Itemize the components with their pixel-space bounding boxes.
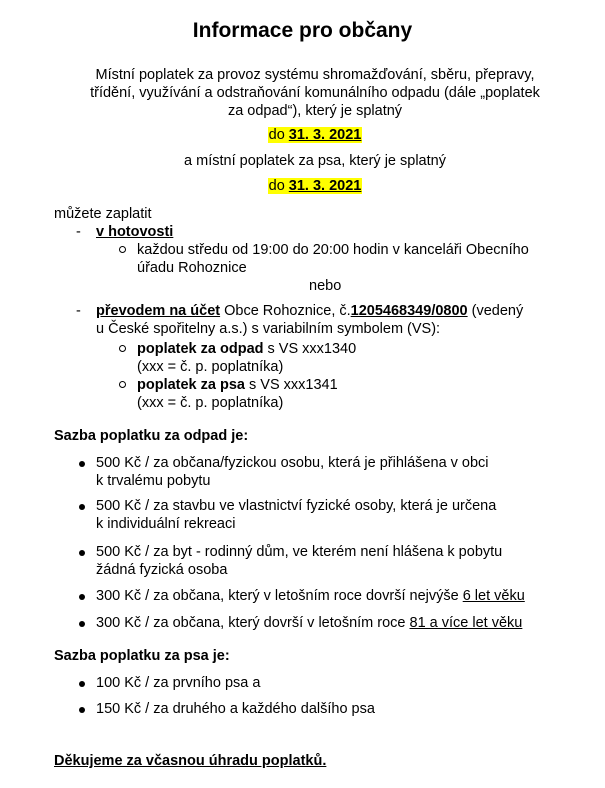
- dog-fee-item: 100 Kč / za prvního psa a: [96, 675, 261, 691]
- dash-marker: -: [76, 224, 81, 240]
- bullet-icon: [79, 594, 85, 600]
- bullet-icon: [79, 504, 85, 510]
- account-number: 1205468349/0800: [350, 303, 468, 319]
- payment-lead: můžete zaplatit: [54, 206, 152, 222]
- intro-line-3: za odpad“), který je splatný: [227, 103, 403, 119]
- circle-bullet-icon: [119, 246, 126, 253]
- vs-dog-code: s VS xxx1341: [244, 377, 338, 393]
- vs-waste-code: s VS xxx1340: [263, 341, 357, 357]
- bullet-icon: [79, 550, 85, 556]
- age-limit: 6 let věku: [462, 588, 525, 604]
- due-prefix: do: [268, 178, 289, 194]
- waste-fee-item: 500 Kč / za občana/fyzickou osobu, která je přihlášena v obci: [96, 455, 489, 471]
- waste-fee-item: [96, 587, 525, 605]
- due-date-dog: [40, 177, 590, 195]
- cash-detail-line-1: každou středu od 19:00 do 20:00 hodin v kanceláři Obecního: [137, 242, 529, 258]
- cash-label: v hotovosti: [96, 224, 174, 240]
- waste-fee-text: 300 Kč / za občana, který v letošním roce dovrší nejvýše: [96, 588, 463, 604]
- dog-fee-item: 150 Kč / za druhého a každého dalšího psa: [96, 701, 375, 717]
- vs-dog: [137, 376, 338, 394]
- transfer-label: převodem na účet: [96, 303, 221, 319]
- vs-waste: [137, 340, 356, 358]
- age-limit: 81 a více let věku: [409, 615, 523, 631]
- waste-fee-item: 500 Kč / za byt - rodinný dům, ve kterém není hlášena k pobytu: [96, 544, 503, 560]
- vs-waste-label: poplatek za odpad: [137, 341, 264, 357]
- page-title: Informace pro občany: [192, 19, 413, 42]
- or-separator: nebo: [309, 278, 342, 294]
- vs-waste-note: (xxx = č. p. poplatníka): [137, 359, 284, 375]
- dash-marker: -: [76, 303, 81, 319]
- dog-fee-heading: Sazba poplatku za psa je:: [54, 648, 230, 664]
- vs-dog-note: (xxx = č. p. poplatníka): [137, 395, 284, 411]
- transfer-line-2: u České spořitelny a.s.) s variabilním symbolem (VS):: [96, 321, 441, 337]
- waste-fee-item-cont: žádná fyzická osoba: [96, 562, 228, 578]
- cash-detail-line-2: úřadu Rohoznice: [137, 260, 247, 276]
- due-prefix: do: [268, 127, 289, 143]
- bullet-icon: [79, 621, 85, 627]
- due-date: 31. 3. 2021: [288, 127, 362, 143]
- circle-bullet-icon: [119, 345, 126, 352]
- circle-bullet-icon: [119, 381, 126, 388]
- intro-line-1: Místní poplatek za provoz systému shromažďování, sběru, přepravy,: [95, 67, 535, 83]
- transfer-line-1: [96, 302, 523, 320]
- waste-fee-item: 500 Kč / za stavbu ve vlastnictví fyzické osoby, která je určena: [96, 498, 497, 514]
- dog-fee-line: a místní poplatek za psa, který je splatný: [184, 153, 446, 169]
- intro-line-2: třídění, využívání a odstraňování komunálního odpadu (dále „poplatek: [90, 85, 540, 101]
- due-date: 31. 3. 2021: [288, 178, 362, 194]
- waste-fee-text: 300 Kč / za občana, který dovrší v letošním roce: [96, 615, 410, 631]
- waste-fee-item: [96, 614, 522, 632]
- transfer-text-end: (vedený: [467, 303, 524, 319]
- bullet-icon: [79, 461, 85, 467]
- waste-fee-item-cont: k individuální rekreaci: [96, 516, 236, 532]
- bullet-icon: [79, 681, 85, 687]
- bullet-icon: [79, 707, 85, 713]
- transfer-text: Obce Rohoznice, č.: [220, 303, 351, 319]
- thanks-note: Děkujeme za včasnou úhradu poplatků.: [54, 753, 327, 769]
- waste-fee-item-cont: k trvalému pobytu: [96, 473, 211, 489]
- due-date-waste: [40, 126, 590, 144]
- waste-fee-heading: Sazba poplatku za odpad je:: [54, 428, 249, 444]
- vs-dog-label: poplatek za psa: [137, 377, 245, 393]
